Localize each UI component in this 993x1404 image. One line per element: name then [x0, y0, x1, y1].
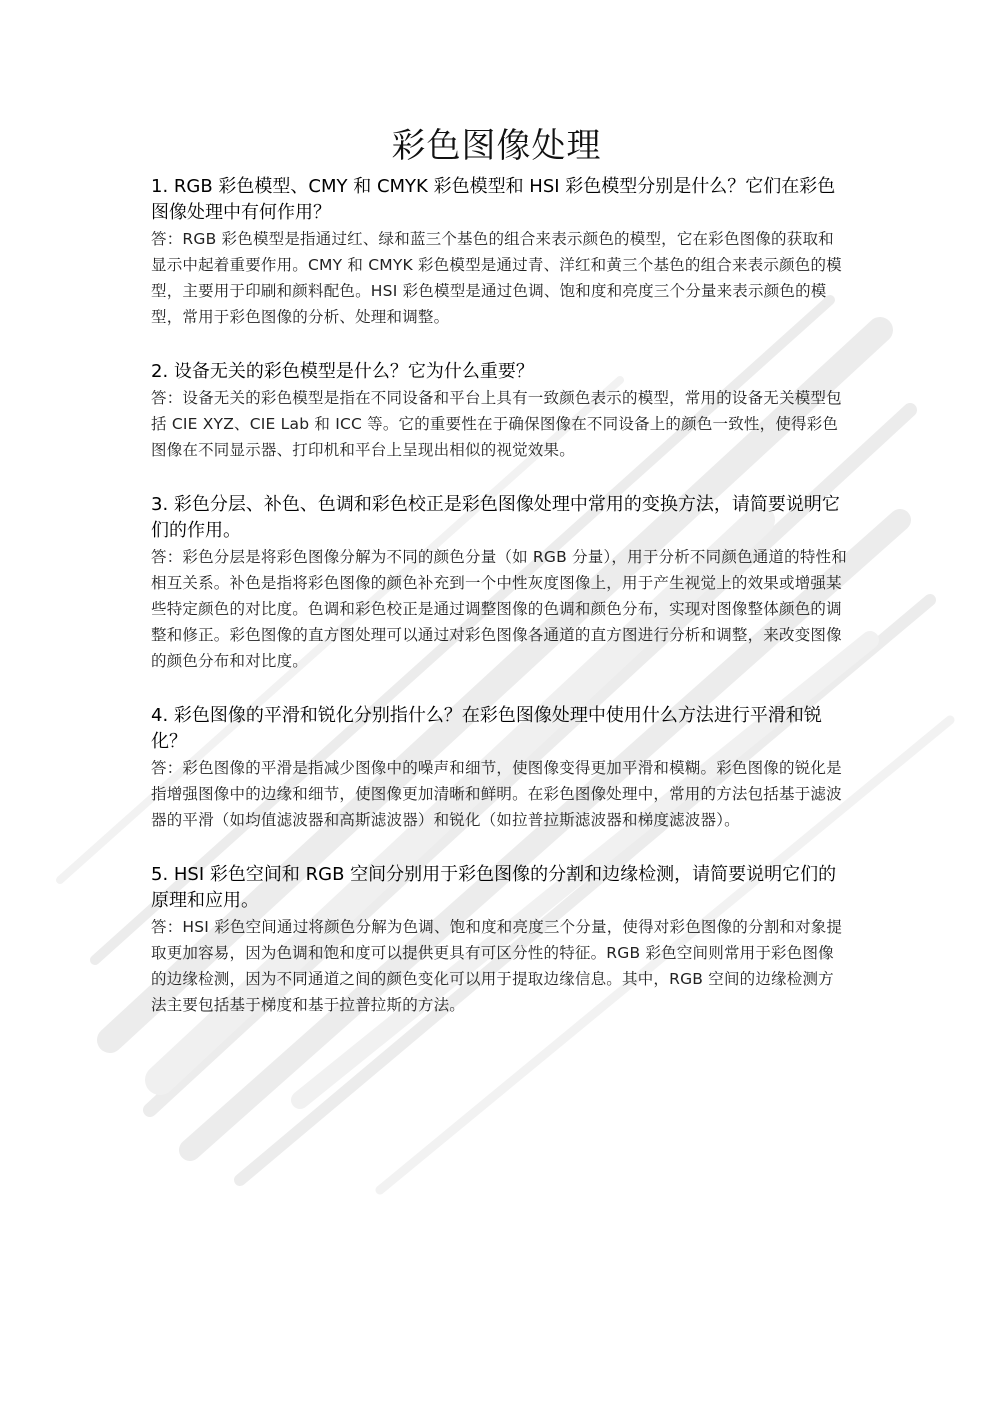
qa-item-1	[151, 174, 847, 330]
qa-item-2	[151, 359, 847, 463]
answer-text: 答：彩色分层是将彩色图像分解为不同的颜色分量（如 RGB 分量），用于分析不同颜色通道的特性和相互关系。补色是指将彩色图像的颜色补充到一个中性灰度图像上，用于产生视觉上的效果或增强某些特定颜色的对比度。色调和彩色校正是通过调整图像的色调和颜色分布，实现对图像整体颜色的调整和修正。彩色图像的直方图处理可以通过对彩色图像各通道的直方图进行分析和调整，来改变图像的颜色分布和对比度。	[151, 548, 847, 670]
qa-list	[151, 174, 847, 1047]
answer-text: 答：设备无关的彩色模型是指在不同设备和平台上具有一致颜色表示的模型，常用的设备无关模型包括 CIE XYZ、CIE Lab 和 ICC 等。它的重要性在于确保图像在不同设备上的颜色一致性，使得彩色图像在不同显示器、打印机和平台上呈现出相似的视觉效果。	[151, 389, 842, 459]
question-text: 5. HSI 彩色空间和 RGB 空间分别用于彩色图像的分割和边缘检测，请简要说明它们的原理和应用。	[151, 864, 837, 911]
qa-item-4	[151, 703, 847, 833]
answer-text: 答：HSI 彩色空间通过将颜色分解为色调、饱和度和亮度三个分量，使得对彩色图像的分割和对象提取更加容易，因为色调和饱和度可以提供更具有可区分性的特征。RGB 彩色空间则常用于彩色图像的边缘检测，因为不同通道之间的颜色变化可以用于提取边缘信息。其中，RGB 空间的边缘检测方法主要包括基于梯度和基于拉普拉斯的方法。	[151, 918, 843, 1014]
answer-text: 答：彩色图像的平滑是指减少图像中的噪声和细节，使图像变得更加平滑和模糊。彩色图像的锐化是指增强图像中的边缘和细节，使图像更加清晰和鲜明。在彩色图像处理中，常用的方法包括基于滤波器的平滑（如均值滤波器和高斯滤波器）和锐化（如拉普拉斯滤波器和梯度滤波器）。	[151, 759, 842, 829]
question-text: 1. RGB 彩色模型、CMY 和 CMYK 彩色模型和 HSI 彩色模型分别是什么？它们在彩色图像处理中有何作用？	[151, 176, 836, 223]
document-title: 彩色图像处理	[391, 126, 602, 166]
answer-text: 答：RGB 彩色模型是指通过红、绿和蓝三个基色的组合来表示颜色的模型，它在彩色图像的获取和显示中起着重要作用。CMY 和 CMYK 彩色模型是通过青、洋红和黄三个基色的组合来表示颜色的模型，主要用于印刷和颜料配色。HSI 彩色模型是通过色调、饱和度和亮度三个分量来表示颜色的模型，常用于彩色图像的分析、处理和调整。	[151, 230, 842, 326]
qa-item-5	[151, 862, 847, 1018]
question-text: 3. 彩色分层、补色、色调和彩色校正是彩色图像处理中常用的变换方法，请简要说明它们的作用。	[151, 494, 840, 541]
qa-item-3	[151, 492, 847, 674]
question-text: 4. 彩色图像的平滑和锐化分别指什么？在彩色图像处理中使用什么方法进行平滑和锐化？	[151, 705, 822, 752]
question-text: 2. 设备无关的彩色模型是什么？它为什么重要？	[151, 361, 534, 382]
